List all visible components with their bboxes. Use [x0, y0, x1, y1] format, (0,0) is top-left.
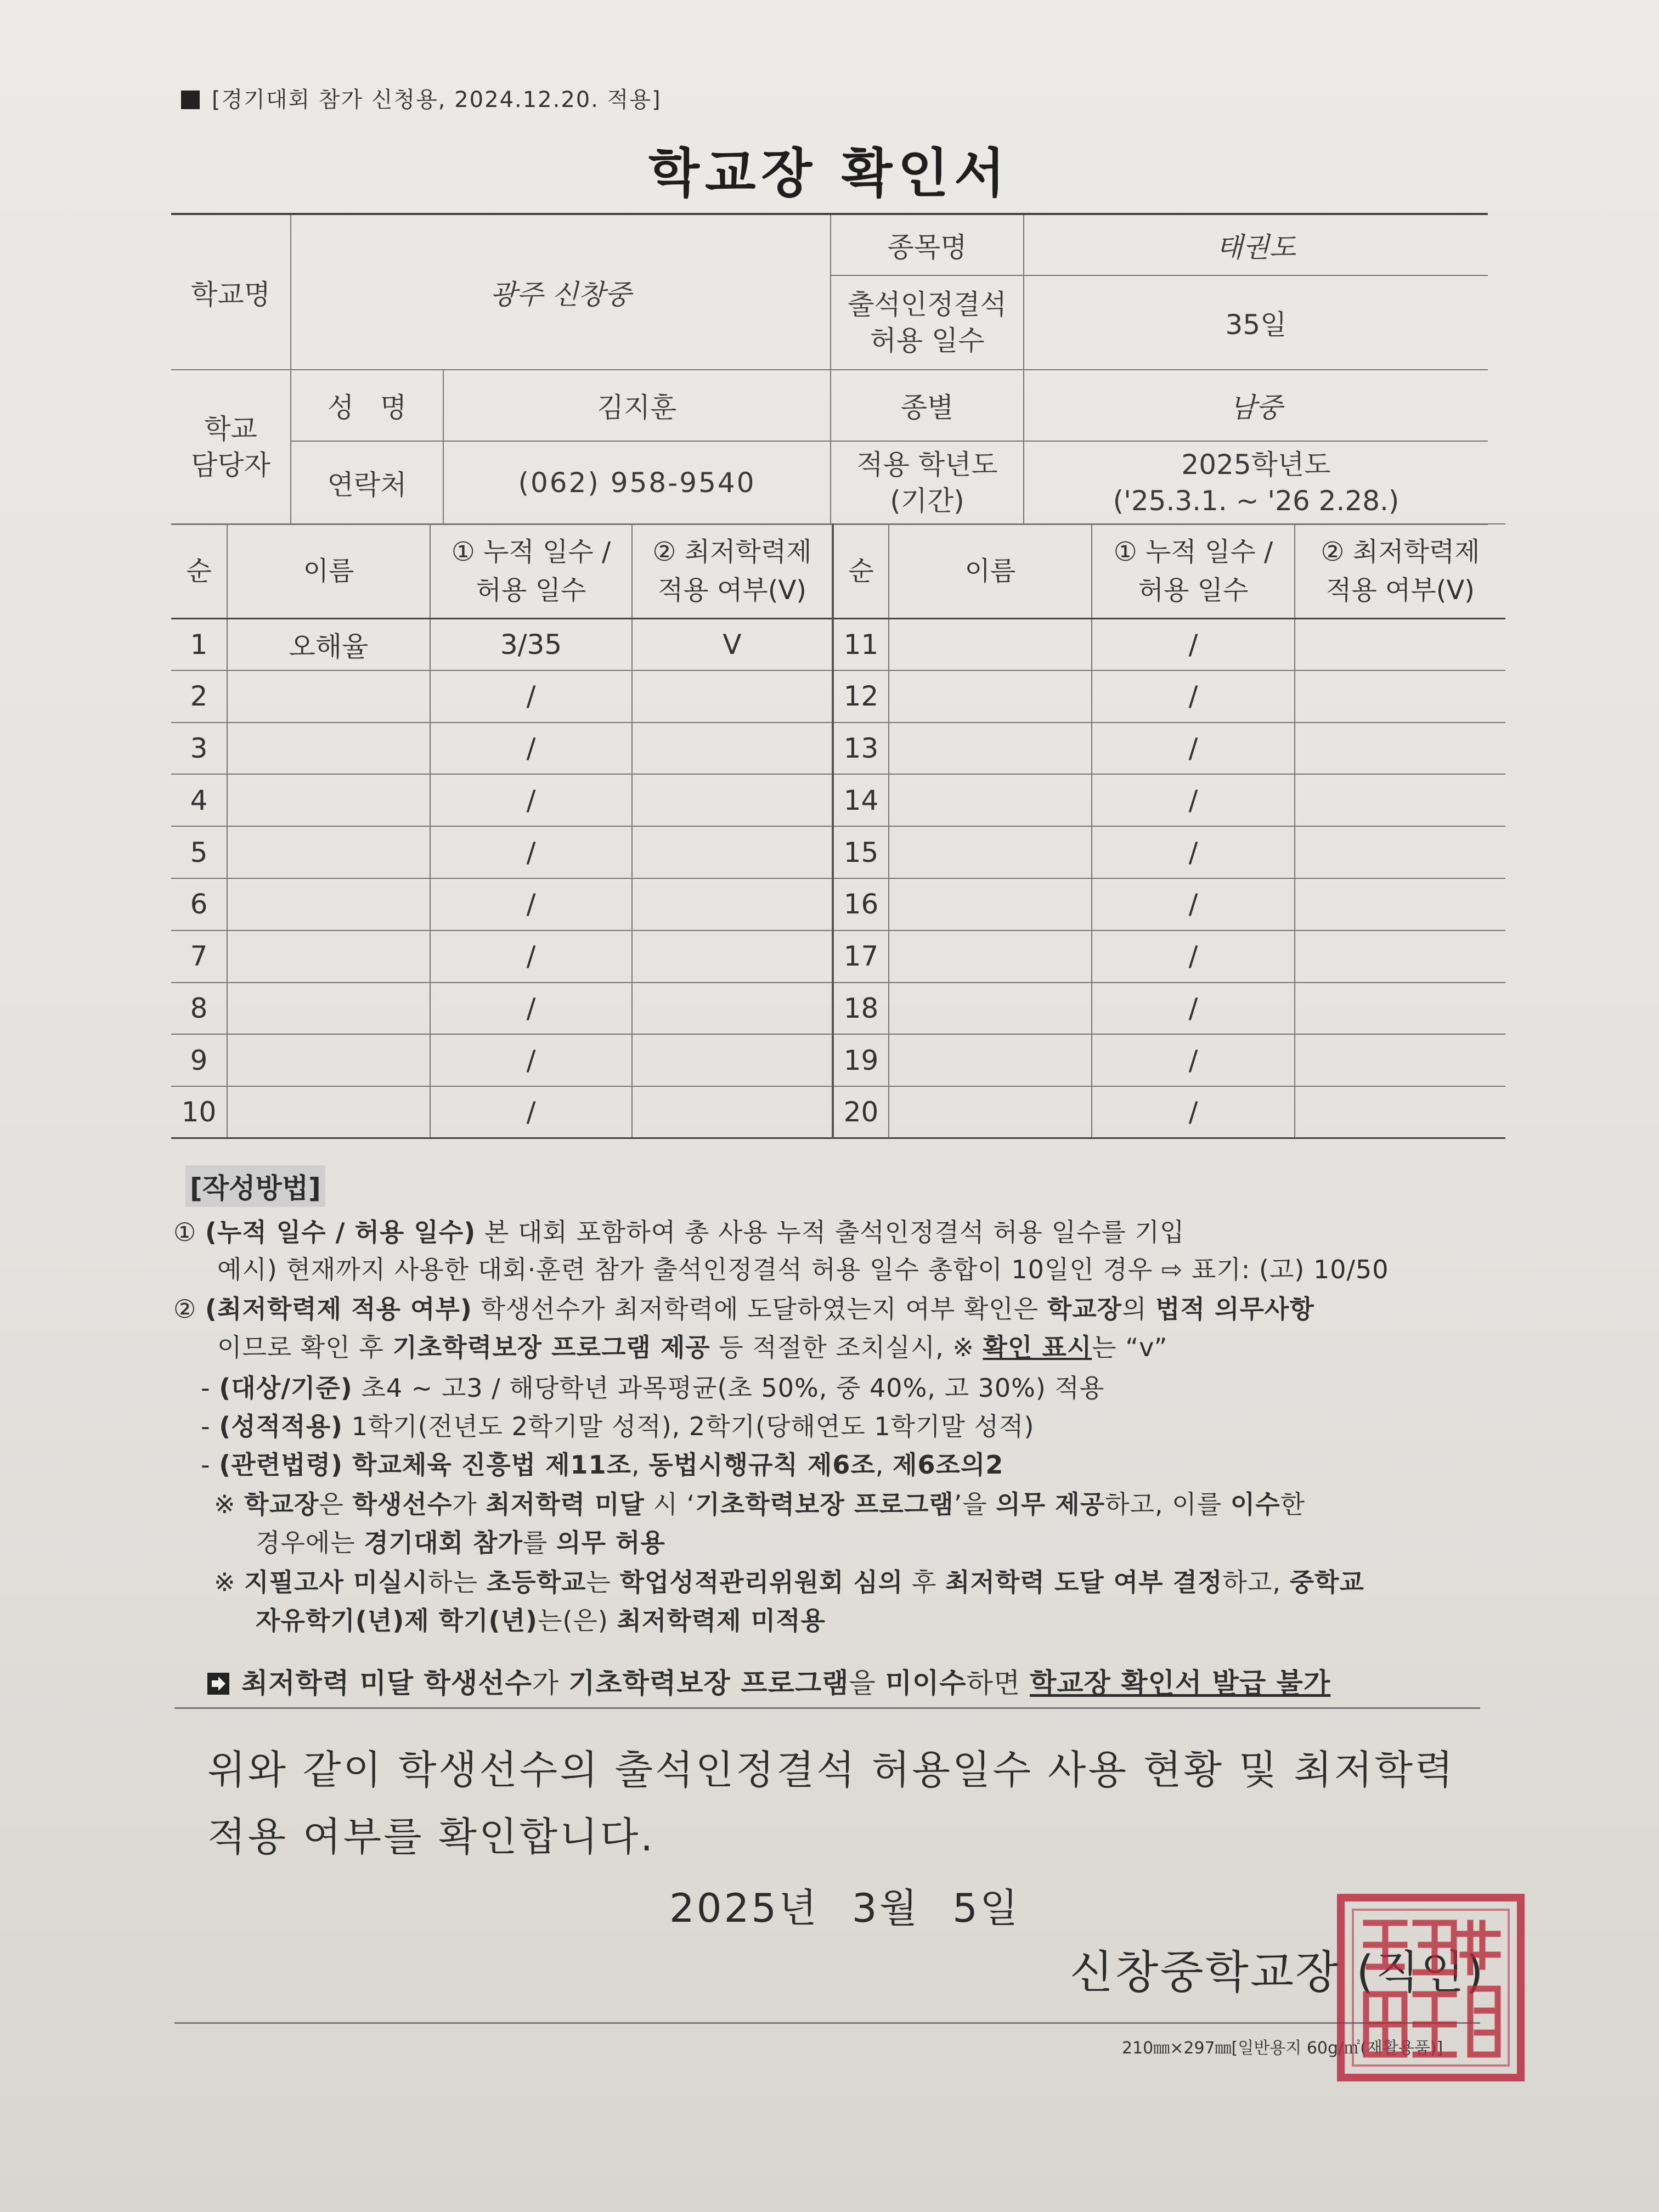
row-number: 2	[171, 670, 227, 723]
confirmation-line-1: 위와 같이 학생선수의 출석인정결석 허용일수 사용 현황 및 최저학력	[207, 1747, 1455, 1793]
row-number-right: 20	[833, 1086, 889, 1138]
min-standard-check-right	[1295, 878, 1505, 930]
days-used: /	[430, 826, 632, 878]
min-standard-check	[632, 878, 833, 930]
school-name-label: 학교명	[171, 214, 291, 370]
roster-row	[171, 1086, 1505, 1138]
student-name	[227, 983, 430, 1035]
min-standard-check-right	[1295, 774, 1505, 826]
sport-value: 태권도	[1024, 214, 1488, 275]
note-2: ※ 지필고사 미실시하는 초등학교는 학업성적관리위원회 심의 후 최저학력 도달 여부 결정하고, 중학교	[214, 1567, 1364, 1597]
row-number-right: 17	[833, 930, 889, 983]
days-used-right: /	[1092, 983, 1295, 1035]
days-used: /	[430, 930, 632, 983]
row-number-right: 12	[833, 670, 889, 723]
paper-spec-footer: 210㎜×297㎜[일반용지 60g/㎡(재활용품)]	[1122, 2039, 1443, 2058]
row-number: 7	[171, 930, 227, 983]
student-name	[227, 1034, 430, 1086]
row-number: 3	[171, 723, 227, 775]
days-used: 3/35	[430, 618, 632, 670]
days-header-right: ① 누적 일수 / 허용 일수	[1092, 524, 1295, 618]
row-number: 4	[171, 774, 227, 826]
days-used-right: /	[1092, 670, 1295, 723]
category-label: 종별	[831, 370, 1024, 441]
contact-label: 연락처	[291, 441, 443, 524]
days-used: /	[430, 723, 632, 775]
allowed-days-label: 출석인정결석 허용 일수	[831, 275, 1024, 370]
student-name-right	[889, 878, 1092, 930]
min-standard-check	[632, 983, 833, 1035]
student-name	[227, 826, 430, 878]
school-year-value: 2025학년도 ('25.3.1. ~ '26 2.28.)	[1024, 441, 1488, 524]
confirmation-line-2: 적용 여부를 확인합니다.	[207, 1814, 656, 1860]
contact-value: (062) 958-9540	[443, 441, 831, 524]
student-name-right	[889, 930, 1092, 983]
note-1-cont: 경우에는 경기대회 참가를 의무 허용	[256, 1528, 665, 1558]
days-used: /	[430, 1086, 632, 1138]
days-used-right: /	[1092, 1086, 1295, 1138]
min-standard-check-right	[1295, 670, 1505, 723]
days-used-right: /	[1092, 930, 1295, 983]
principal-signature-line: 신창중학교장 (직인)	[1070, 1946, 1485, 1999]
days-used: /	[430, 774, 632, 826]
min-standard-check-right	[1295, 1034, 1505, 1086]
days-used: /	[430, 1034, 632, 1086]
min-standard-check-right	[1295, 1086, 1505, 1138]
days-used-right: /	[1092, 1034, 1295, 1086]
row-number-right: 19	[833, 1034, 889, 1086]
min-standard-check	[632, 723, 833, 775]
days-used: /	[430, 670, 632, 723]
min-standard-check-right	[1295, 826, 1505, 878]
student-name	[227, 930, 430, 983]
name-header-right: 이름	[889, 524, 1092, 618]
arrow-box-icon	[206, 1672, 230, 1696]
student-name	[227, 774, 430, 826]
sport-label: 종목명	[831, 214, 1024, 275]
row-number: 10	[171, 1086, 227, 1138]
row-number-right: 18	[833, 983, 889, 1035]
note-2-cont: 자유학기(년)제 학기(년)는(은) 최저학력제 미적용	[256, 1606, 826, 1635]
student-name-right	[889, 983, 1092, 1035]
warning-line: 최저학력 미달 학생선수가 기초학력보장 프로그램을 미이수하면 학교장 확인서 발급 불가	[206, 1661, 1330, 1701]
row-number: 1	[171, 618, 227, 670]
student-name-right	[889, 723, 1092, 775]
detail-grades: - (성적적용) 1학기(전년도 2학기말 성적), 2학기(당해연도 1학기말 성적)	[201, 1412, 1035, 1441]
name-header: 이름	[227, 524, 430, 618]
document-title: 학교장 확인서	[648, 143, 1011, 204]
days-used-right: /	[1092, 878, 1295, 930]
days-used: /	[430, 878, 632, 930]
instructions-title: [작성방법]	[185, 1165, 325, 1207]
instruction-1-example: 예시) 현재까지 사용한 대회·훈련 참가 출석인정결석 허용 일수 총합이 10일인 경우 ⇨ 표기: (고) 10/50	[217, 1255, 1389, 1284]
min-standard-check	[632, 826, 833, 878]
days-header: ① 누적 일수 / 허용 일수	[430, 524, 632, 618]
min-standard-header: ② 최저학력제 적용 여부(V)	[632, 524, 833, 618]
student-name-right	[889, 826, 1092, 878]
bottom-divider	[174, 2022, 1480, 2024]
days-used-right: /	[1092, 774, 1295, 826]
min-standard-check	[632, 1034, 833, 1086]
official-seal-stamp	[1333, 1890, 1528, 2085]
school-info-table	[171, 213, 1488, 525]
min-standard-check	[632, 1086, 833, 1138]
roster-body	[171, 618, 1505, 1138]
school-year-label: 적용 학년도 (기간)	[831, 441, 1024, 524]
student-name-right	[889, 1034, 1092, 1086]
student-name	[227, 1086, 430, 1138]
roster-row	[171, 670, 1505, 723]
form-usage-note: [경기대회 참가 신청용, 2024.12.20. 적용]	[181, 82, 662, 114]
days-used: /	[430, 983, 632, 1035]
min-standard-check-right	[1295, 930, 1505, 983]
staff-name-value: 김지훈	[443, 370, 831, 441]
roster-row	[171, 930, 1505, 983]
row-number-right: 16	[833, 878, 889, 930]
instruction-2-cont: 이므로 확인 후 기초학력보장 프로그램 제공 등 적절한 조치실시, ※ 확인 표시는 “v”	[217, 1333, 1168, 1362]
roster-row	[171, 618, 1505, 670]
student-name-right	[889, 1086, 1092, 1138]
min-standard-check-right	[1295, 983, 1505, 1035]
roster-row	[171, 983, 1505, 1035]
staff-label: 학교 담당자	[171, 370, 291, 524]
row-number: 5	[171, 826, 227, 878]
row-number: 8	[171, 983, 227, 1035]
row-number-right: 15	[833, 826, 889, 878]
student-roster-table	[171, 523, 1505, 1139]
min-standard-check	[632, 930, 833, 983]
detail-target: - (대상/기준) 초4 ~ 고3 / 해당학년 과목평균(초 50%, 중 40%, 고 30%) 적용	[201, 1373, 1105, 1403]
note-1: ※ 학교장은 학생선수가 최저학력 미달 시 ‘기초학력보장 프로그램’을 의무 제공하고, 이를 이수한	[214, 1489, 1306, 1519]
min-standard-check	[632, 670, 833, 723]
student-name-right	[889, 670, 1092, 723]
student-name	[227, 723, 430, 775]
row-number: 6	[171, 878, 227, 930]
min-standard-header-right: ② 최저학력제 적용 여부(V)	[1295, 524, 1505, 618]
row-number-right: 14	[833, 774, 889, 826]
category-value: 남중	[1024, 370, 1488, 441]
student-name	[227, 670, 430, 723]
min-standard-check-right	[1295, 618, 1505, 670]
student-name: 오해율	[227, 618, 430, 670]
min-standard-check: V	[632, 618, 833, 670]
allowed-days-value: 35일	[1024, 275, 1488, 370]
roster-row	[171, 1034, 1505, 1086]
school-name-value: 광주 신창중	[291, 214, 831, 370]
roster-row	[171, 774, 1505, 826]
days-used-right: /	[1092, 723, 1295, 775]
student-name-right	[889, 774, 1092, 826]
days-used-right: /	[1092, 618, 1295, 670]
no-header-right: 순	[833, 524, 889, 618]
student-name-right	[889, 618, 1092, 670]
section-divider	[174, 1707, 1480, 1709]
row-number-right: 13	[833, 723, 889, 775]
roster-row	[171, 826, 1505, 878]
staff-name-label: 성 명	[291, 370, 443, 441]
confirmation-date: 2025년 3월 5일	[669, 1885, 1020, 1931]
detail-laws: - (관련법령) 학교체육 진흥법 제11조, 동법시행규칙 제6조, 제6조의2	[201, 1450, 1004, 1480]
student-name	[227, 878, 430, 930]
min-standard-check-right	[1295, 723, 1505, 775]
instruction-2: ② (최저학력제 적용 여부) 학생선수가 최저학력에 도달하였는지 여부 확인은 학교장의 법적 의무사항	[173, 1294, 1314, 1324]
roster-row	[171, 878, 1505, 930]
roster-header-row	[171, 524, 1505, 618]
instruction-1: ① (누적 일수 / 허용 일수) 본 대회 포함하여 총 사용 누적 출석인정결석 허용 일수를 기입	[173, 1217, 1185, 1247]
no-header: 순	[171, 524, 227, 618]
days-used-right: /	[1092, 826, 1295, 878]
roster-row	[171, 723, 1505, 775]
square-bullet-icon	[181, 91, 200, 109]
row-number-right: 11	[833, 618, 889, 670]
row-number: 9	[171, 1034, 227, 1086]
min-standard-check	[632, 774, 833, 826]
